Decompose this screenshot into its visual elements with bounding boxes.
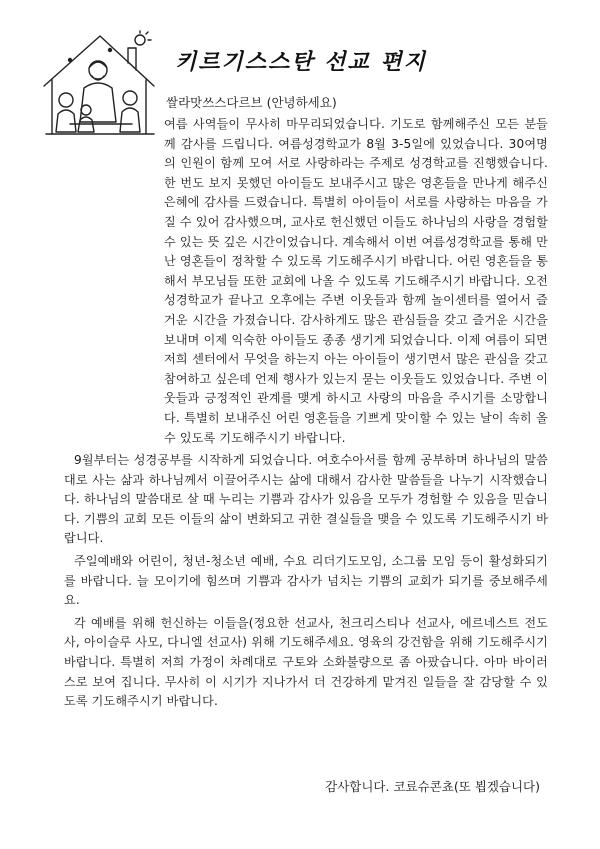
paragraph-worship: 주일예배와 어린이, 청년-청소년 예배, 수요 리더기도모임, 소그룹 모임 등이 활성화되기를 바랍니다. 늘 모이기에 힘쓰며 기쁨과 감사가 넘치는 기쁨의 교회가 되기를 중보해주세요. (64, 554, 548, 608)
greeting: 쌀라맛쓰스다르브 (안녕하세요) (166, 95, 337, 110)
paragraph-bible-study: 9월부터는 성경공부를 시작하게 되었습니다. 여호수아서를 함께 공부하며 하나님의 말씀대로 사는 삶과 하나님께서 이끌어주시는 삶에 대해서 감사한 말씀들을 나누기 시작했습니다. 하나님의 말씀대로 살 때 누리는 기쁨과 감사가 있음을 모두가 경험할 수 있음을 믿습니다. 기쁨의 교회 모든 이들의 삶이 변화되고 귀한 결실들을 맺을 수 있도록 기도해주시기 바랍니다. (64, 453, 548, 546)
paragraph-summer-ministry: 여름 사역들이 무사히 마무리되었습니다. 기도로 함께해주신 모든 분들께 감사를 드립니다. 여름성경학교가 8월 3-5일에 있었습니다. 30여명의 인원이 함께 모여 서로 사랑하라는 주제로 성경학교를 진행했습니다. 한 번도 보지 못했던 아이들도 보내주시고 많은 영혼들을 만나게 해주신 은혜에 감사를 드렸습니다. 특별히 아이들이 서로를 사랑하는 마음을 가질 수 있어 감사했으며, 교사로 헌신했던 이들도 하나님의 사랑을 경험할 수 있는 뜻 깊은 시간이었습니다. 계속해서 이번 여름성경학교를 통해 만난 영혼들이 정착할 수 있도록 기도해주시기 바랍니다. 어린 영혼들을 통해서 부모님들 또한 교회에 나올 수 있도록 기도해주시기 바랍니다. 오전 성경학교가 끝나고 오후에는 주변 이웃들과 함께 놀이센터를 열어서 즐거운 시간을 가졌습니다. 감사하게도 많은 관심들을 갖고 즐거운 시간을 보내며 이제 익숙한 아이들도 종종 생기게 되었습니다. 이제 여름이 되면 저희 센터에서 무엇을 하는지 아는 아이들이 생기면서 많은 관심을 갖고 참여하고 싶은데 언제 행사가 있는지 묻는 이웃들도 있었습니다. 주변 이웃들과 긍정적인 관계를 맺게 하시고 사랑의 마음을 주시기를 소망합니다. 특별히 보내주신 어린 영혼들을 기쁘게 맞이할 수 있는 날이 속히 올 수 있도록 기도해주시기 바랍니다. (164, 117, 548, 445)
closing-signature: 감사합니다. 코료슈콘쵸(또 뵙겠습니다) (325, 779, 540, 794)
letter-body (64, 115, 548, 712)
paragraph-prayer-requests: 각 예배를 위해 헌신하는 이들을(정요한 선교사, 천크리스티나 선교사, 에르네스트 전도사, 아이슬루 사모, 다니엘 선교사) 위해 기도해주세요. 영육의 강건함을 위해 기도해주시기 바랍니다. 특별히 저희 가정이 차례대로 구토와 소화불량으로 좀 아팠습니다. 아마 바이러스로 보여 집니다. 무사히 이 시기가 지나가서 더 건강하게 맡겨진 일들을 잘 감당할 수 있도록 기도해주시기 바랍니다. (64, 615, 548, 709)
letter-title: 키르기스스탄 선교 편지 (175, 49, 427, 75)
